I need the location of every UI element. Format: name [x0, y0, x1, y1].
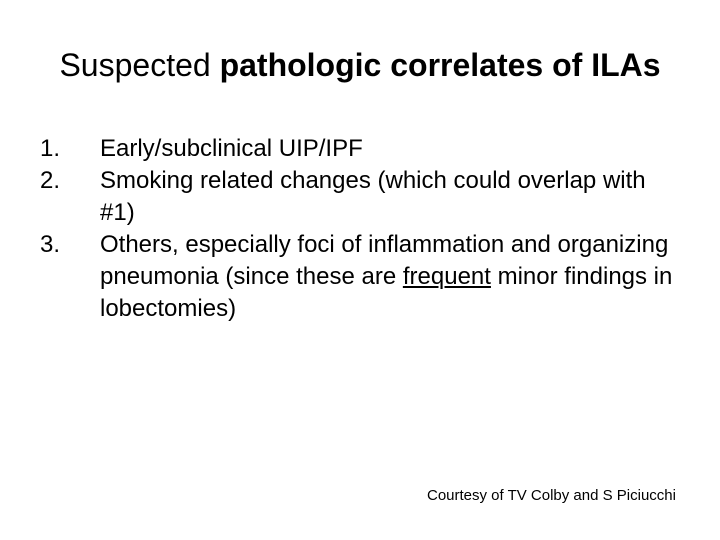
- list-item: [40, 133, 680, 165]
- list-item-text: Smoking related changes (which could overlap with #1): [100, 167, 646, 226]
- list-item-text-before: Others, especially foci of inflammation and organizing pneumonia (since these are: [100, 231, 669, 290]
- list-item-number: 1.: [40, 135, 61, 162]
- slide-title: [0, 46, 720, 84]
- list-item: [40, 229, 680, 325]
- list-item-text: Early/subclinical UIP/IPF: [100, 135, 363, 162]
- title-regular-text: Suspected: [59, 47, 220, 83]
- credit-line: Courtesy of TV Colby and S Piciucchi: [426, 487, 676, 504]
- underlined-word: frequent: [402, 263, 491, 290]
- list-item: [40, 165, 680, 229]
- numbered-list: [40, 133, 680, 325]
- list-item-number: 2.: [40, 167, 61, 194]
- title-bold-text: pathologic correlates of ILAs: [219, 47, 661, 83]
- list-item-text-after: minor findings in lobectomies): [100, 263, 673, 322]
- list-item-number: 3.: [40, 231, 61, 258]
- list-item-text: [100, 231, 672, 322]
